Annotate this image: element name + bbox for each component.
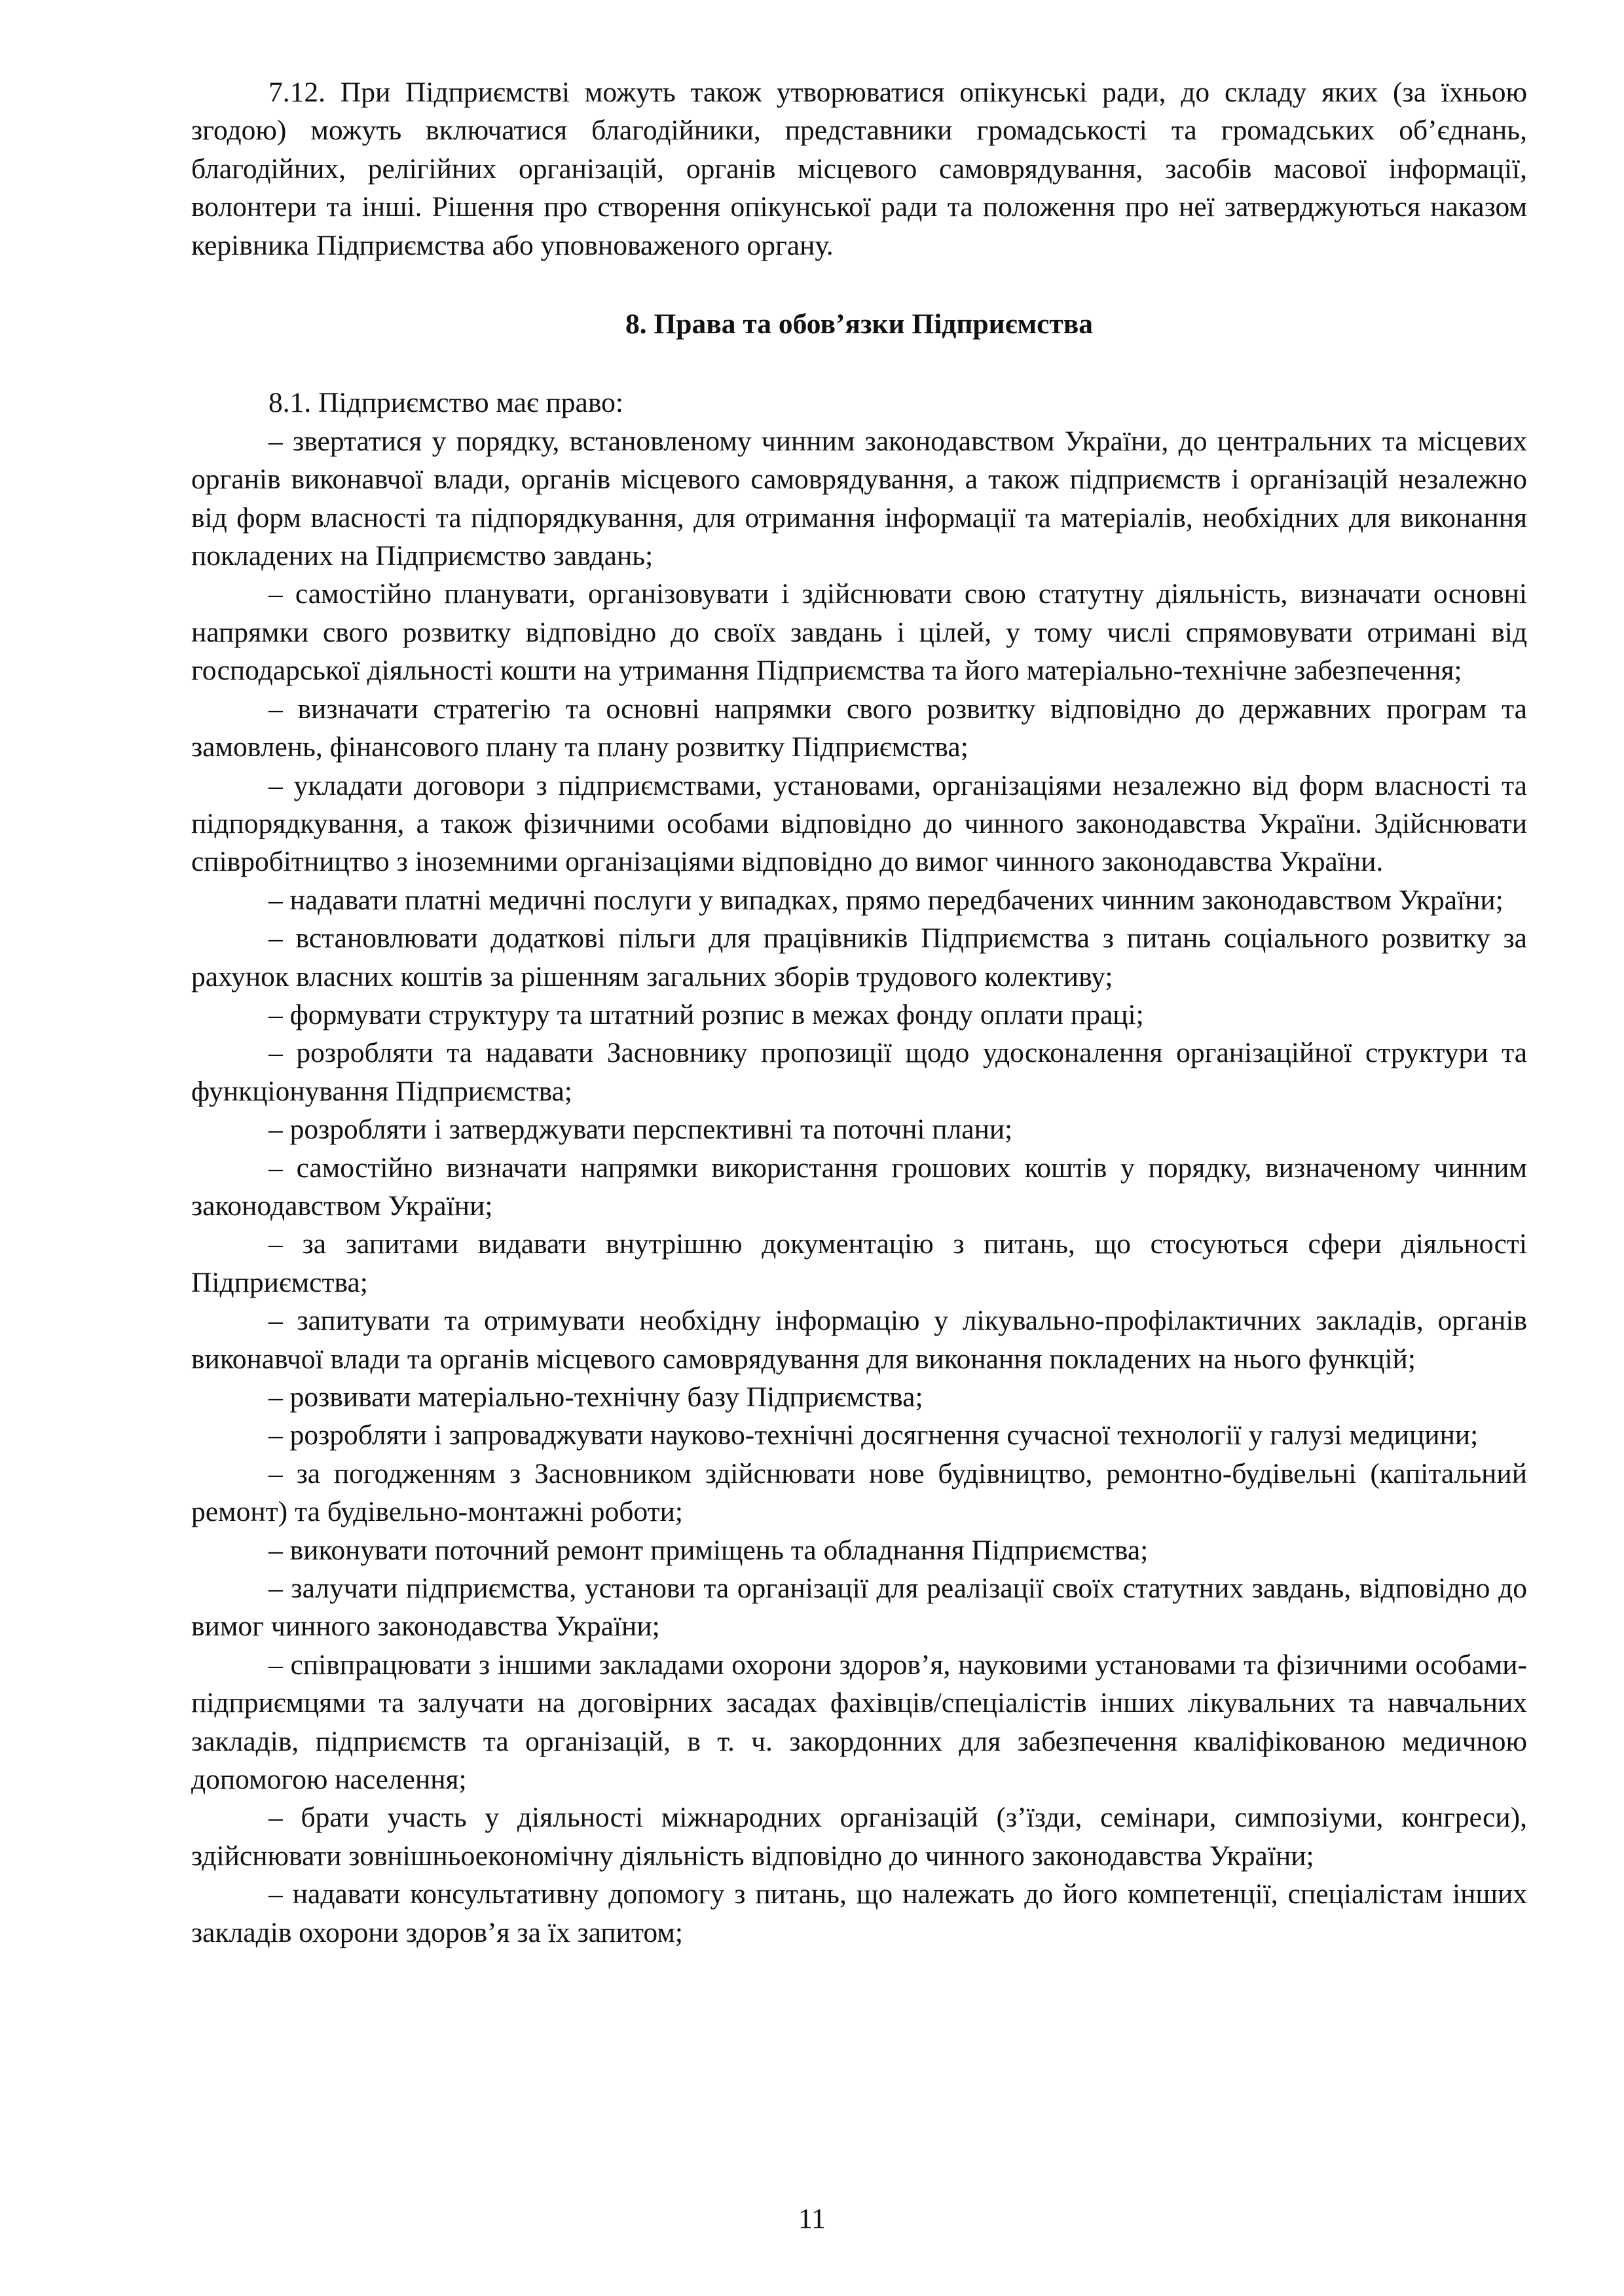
rights-item: – розробляти і запроваджувати науково-технічні досягнення сучасної технології у галузі медицини; bbox=[268, 1419, 1479, 1451]
rights-item: – надавати консультативну допомогу з питань, що належать до його компетенції, спеціалістам інших закладів охорони здоров’я за їх запитом; bbox=[191, 1878, 1527, 1948]
page-number: 11 bbox=[798, 2203, 826, 2234]
rights-item: – надавати платні медичні послуги у випадках, прямо передбачених чинним законодавством України; bbox=[268, 884, 1504, 916]
rights-item: – розробляти та надавати Засновнику пропозиції щодо удосконалення організаційної структури та функціонування Підприємства; bbox=[191, 1037, 1527, 1107]
clause-8-1-intro: 8.1. Підприємство має право: bbox=[268, 387, 623, 419]
rights-item: – укладати договори з підприємствами, установами, організаціями незалежно від форм власності та підпорядкування, а також фізичними особами відповідно до чинного законодавства України. Здійснювати співробітництво з іноземними організаціями відповідно до вимог чинного законодавства України. bbox=[191, 769, 1527, 878]
rights-item: – за погодженням з Засновником здійснювати нове будівництво, ремонтно-будівельні (капітальний ремонт) та будівельно-монтажні роботи; bbox=[191, 1457, 1527, 1528]
document-page bbox=[191, 73, 1527, 1952]
section-heading: 8. Права та обов’язки Підприємства bbox=[625, 308, 1094, 340]
rights-item: – виконувати поточний ремонт приміщень та обладнання Підприємства; bbox=[268, 1534, 1149, 1566]
spacer bbox=[191, 264, 1527, 305]
rights-item: – звертатися у порядку, встановленому чинним законодавством України, до центральних та місцевих органів виконавчої влади, органів місцевого самоврядування, а також підприємств і організацій незалежно від форм власності та підпорядкування, для отримання інформації та матеріалів, необхідних для виконання покладених на Підприємство завдань; bbox=[191, 425, 1527, 572]
rights-item: – розробляти і затверджувати перспективні та поточні плани; bbox=[268, 1114, 1013, 1146]
rights-item: – самостійно визначати напрямки використання грошових коштів у порядку, визначеному чинним законодавством України; bbox=[191, 1152, 1527, 1222]
rights-item: – встановлювати додаткові пільги для працівників Підприємства з питань соціального розвитку за рахунок власних коштів за рішенням загальних зборів трудового колективу; bbox=[191, 922, 1527, 993]
rights-item: – за запитами видавати внутрішню документацію з питань, що стосуються сфери діяльності Підприємства; bbox=[191, 1228, 1527, 1298]
rights-item: – визначати стратегію та основні напрямки свого розвитку відповідно до державних програм та замовлень, фінансового плану та плану розвитку Підприємства; bbox=[191, 693, 1527, 763]
rights-item: – залучати підприємства, установи та організації для реалізації своїх статутних завдань, відповідно до вимог чинного законодавства України; bbox=[191, 1573, 1527, 1643]
rights-item: – розвивати матеріально-технічну базу Підприємства; bbox=[268, 1381, 923, 1413]
rights-item: – співпрацювати з іншими закладами охорони здоров’я, науковими установами та фізичними особами-підприємцями та залучати на договірних засадах фахівців/спеціалістів інших лікувальних та навчальних закладів, підприємств та організацій, в т. ч. закордонних для забезпечення кваліфікованою медичною допомогою населення; bbox=[191, 1649, 1527, 1796]
paragraph-7-12: 7.12. При Підприємстві можуть також утворюватися опікунські ради, до складу яких (за їхньою згодою) можуть включатися благодійники, представники громадськості та громадських об’єднань, благодійних, релігійних організацій, органів місцевого самоврядування, засобів масової інформації, волонтери та інші. Рішення про створення опікунської ради та положення про неї затверджуються наказом керівника Підприємства або уповноваженого органу. bbox=[191, 77, 1527, 261]
spacer bbox=[191, 343, 1527, 384]
rights-item: – брати участь у діяльності міжнародних організацій (з’їзди, семінари, симпозіуми, конгреси), здійснювати зовнішньоекономічну діяльність відповідно до чинного законодавства України; bbox=[191, 1802, 1527, 1872]
rights-item: – формувати структуру та штатний розпис в межах фонду оплати праці; bbox=[268, 998, 1144, 1030]
rights-item: – самостійно планувати, організовувати і здійснювати свою статутну діяльність, визначати основні напрямки свого розвитку відповідно до своїх завдань і цілей, у тому числі спрямовувати отримані від господарської діяльності кошти на утримання Підприємства та його матеріально-технічне забезпечення; bbox=[191, 578, 1527, 687]
rights-item: – запитувати та отримувати необхідну інформацію у лікувально-профілактичних закладів, органів виконавчої влади та органів місцевого самоврядування для виконання покладених на нього функцій; bbox=[191, 1305, 1527, 1375]
